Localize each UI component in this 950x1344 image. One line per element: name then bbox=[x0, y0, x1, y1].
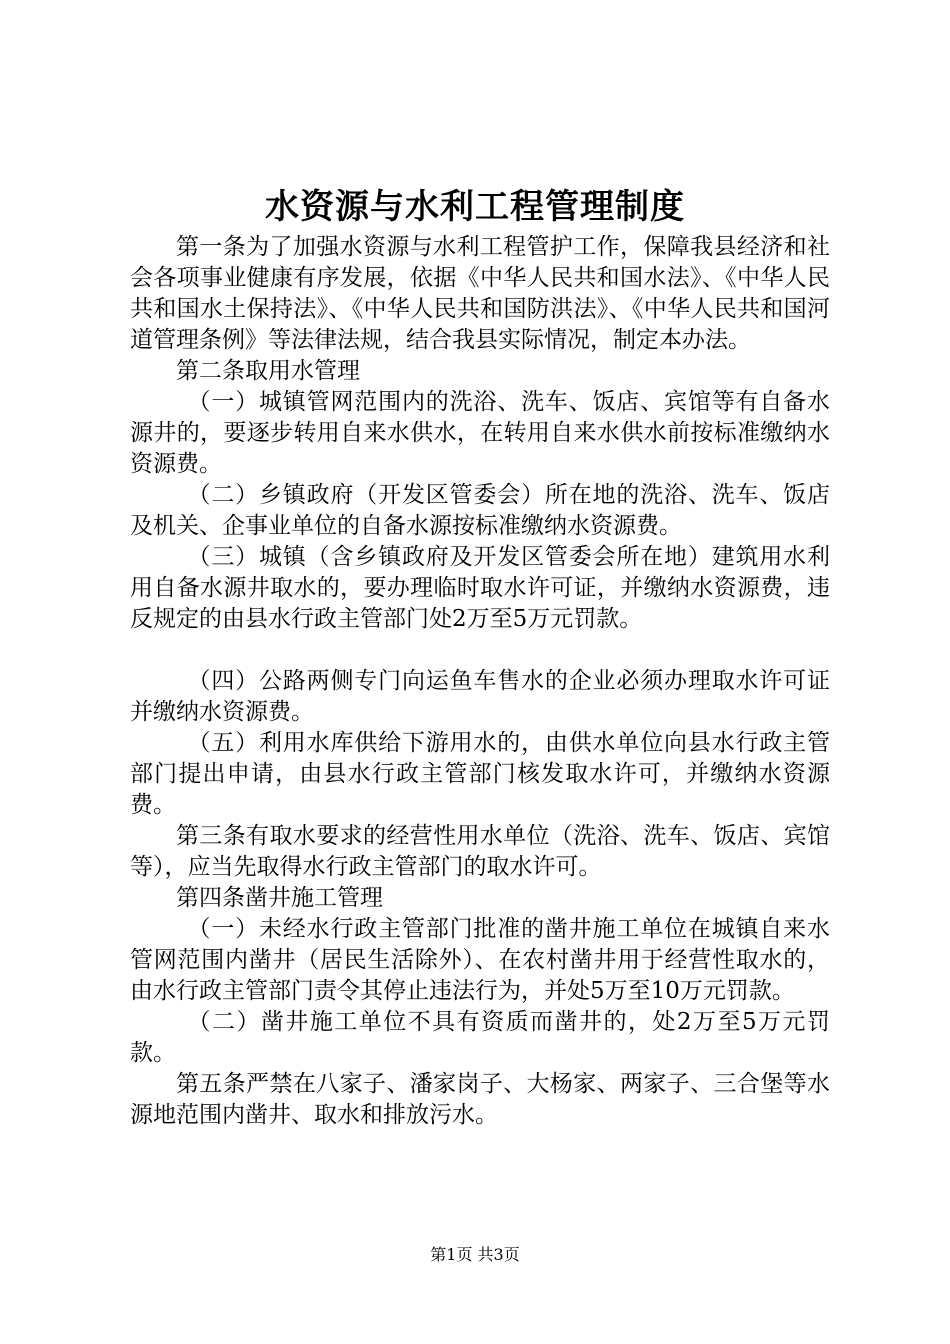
article-1-paragraph: 第一条为了加强水资源与水利工程管护工作，保障我县经济和社会各项事业健康有序发展，依据《中华人民共和国水法》、《中华人民共和国水土保持法》、《中华人民共和国防洪法》、《中华人民共和国河道管理条例》等法律法规，结合我县实际情况，制定本办法。 bbox=[130, 234, 830, 353]
document-title: 水资源与水利工程管理制度 bbox=[265, 187, 685, 227]
article-4-item-2: （二）凿井施工单位不具有资质而凿井的，处2万至5万元罚款。 bbox=[130, 1009, 830, 1066]
blank-line bbox=[130, 635, 830, 666]
article-2-item-5: （五）利用水库供给下游用水的，由供水单位向县水行政主管部门提出申请，由县水行政主管部门核发取水许可，并缴纳水资源费。 bbox=[130, 730, 830, 818]
article-3-paragraph: 第三条有取水要求的经营性用水单位（洗浴、洗车、饭店、宾馆等），应当先取得水行政主管部门的取水许可。 bbox=[130, 823, 830, 880]
document-body bbox=[130, 232, 830, 1131]
article-2-item-2: （二）乡镇政府（开发区管委会）所在地的洗浴、洗车、饭店及机关、企事业单位的自备水源按标准缴纳水资源费。 bbox=[130, 482, 830, 539]
article-2-item-3: （三）城镇（含乡镇政府及开发区管委会所在地）建筑用水利用自备水源井取水的，要办理临时取水许可证，并缴纳水资源费，违反规定的由县水行政主管部门处2万至5万元罚款。 bbox=[130, 544, 830, 632]
article-2-heading: 第二条取用水管理 bbox=[176, 358, 360, 384]
article-2-item-4: （四）公路两侧专门向运鱼车售水的企业必须办理取水许可证并缴纳水资源费。 bbox=[130, 668, 830, 725]
article-4-heading: 第四条凿井施工管理 bbox=[176, 885, 383, 911]
page-footer: 第1页 共3页 bbox=[430, 1245, 520, 1264]
article-2-item-1: （一）城镇管网范围内的洗浴、洗车、饭店、宾馆等有自备水源井的，要逐步转用自来水供水，在转用自来水供水前按标准缴纳水资源费。 bbox=[130, 389, 830, 477]
article-5-paragraph: 第五条严禁在八家子、潘家岗子、大杨家、两家子、三合堡等水源地范围内凿井、取水和排放污水。 bbox=[130, 1071, 830, 1128]
article-4-item-1: （一）未经水行政主管部门批准的凿井施工单位在城镇自来水管网范围内凿井（居民生活除外）、在农村凿井用于经营性取水的，由水行政主管部门责令其停止违法行为，并处5万至10万元罚款。 bbox=[130, 916, 830, 1004]
